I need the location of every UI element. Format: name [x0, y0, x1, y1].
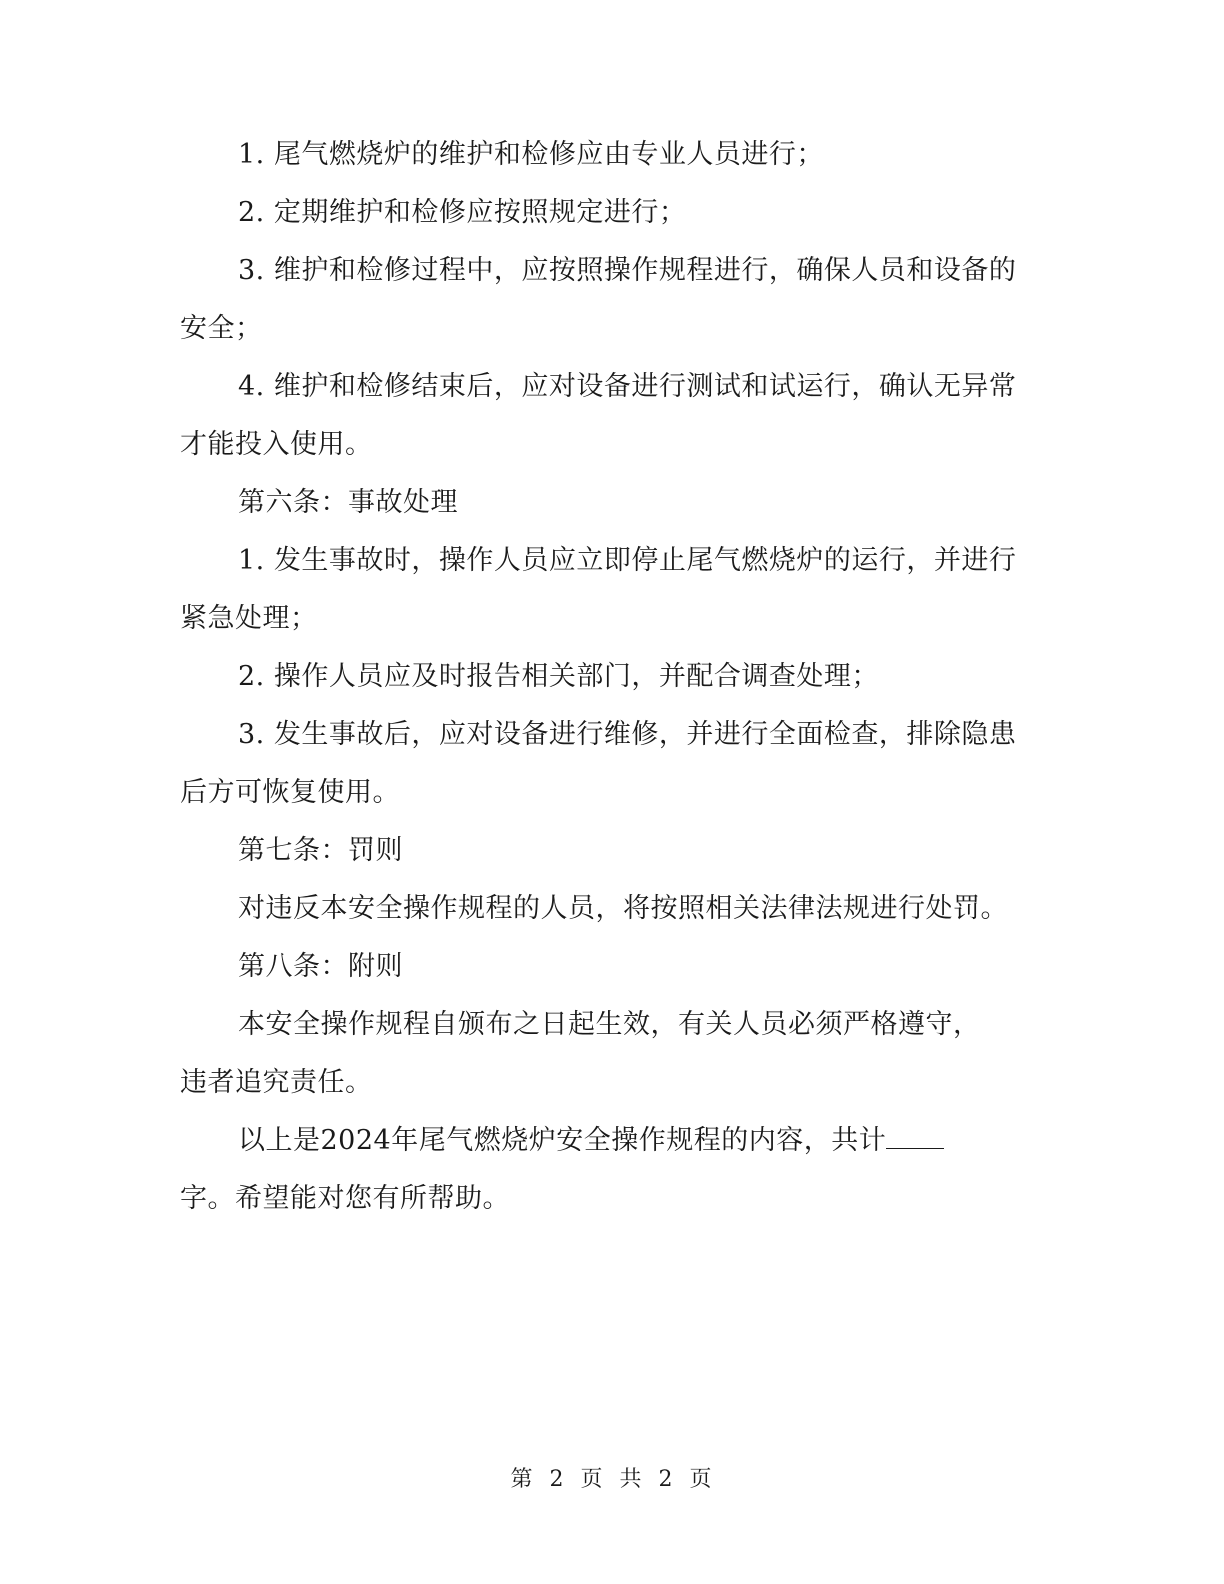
penalty-text: 对违反本安全操作规程的人员，将按照相关法律法规进行处罚。 [238, 893, 1008, 924]
document-body [180, 126, 1030, 1228]
accident-item-3: 3. 发生事故后，应对设备进行维修，并进行全面检查，排除隐患后方可恢复使用。 [180, 719, 1017, 808]
section-title-article-6: 第六条：事故处理 [238, 487, 458, 518]
section-title-article-7: 第七条：罚则 [238, 835, 403, 866]
maintenance-item-1: 1. 尾气燃烧炉的维护和检修应由专业人员进行； [238, 139, 824, 170]
supplementary-text: 本安全操作规程自颁布之日起生效，有关人员必须严格遵守，违者追究责任。 [180, 1009, 981, 1098]
page-footer: 第 2 页 共 2 页 [510, 1467, 714, 1492]
maintenance-item-2: 2. 定期维护和检修应按照规定进行； [238, 197, 687, 228]
closing-text-before-blank: 以上是2024年尾气燃烧炉安全操作规程的内容，共计 [238, 1125, 887, 1156]
closing-text-after-blank: 字。希望能对您有所帮助。 [180, 1183, 510, 1214]
closing-paragraph [180, 1112, 990, 1228]
maintenance-item-4: 4. 维护和检修结束后，应对设备进行测试和试运行，确认无异常才能投入使用。 [180, 371, 1017, 460]
word-count-blank [886, 1122, 944, 1149]
maintenance-item-3: 3. 维护和检修过程中，应按照操作规程进行，确保人员和设备的安全； [180, 255, 1017, 344]
accident-item-2: 2. 操作人员应及时报告相关部门，并配合调查处理； [238, 661, 879, 692]
section-title-article-8: 第八条：附则 [238, 951, 403, 982]
accident-item-1: 1. 发生事故时，操作人员应立即停止尾气燃烧炉的运行，并进行紧急处理； [180, 545, 1017, 634]
